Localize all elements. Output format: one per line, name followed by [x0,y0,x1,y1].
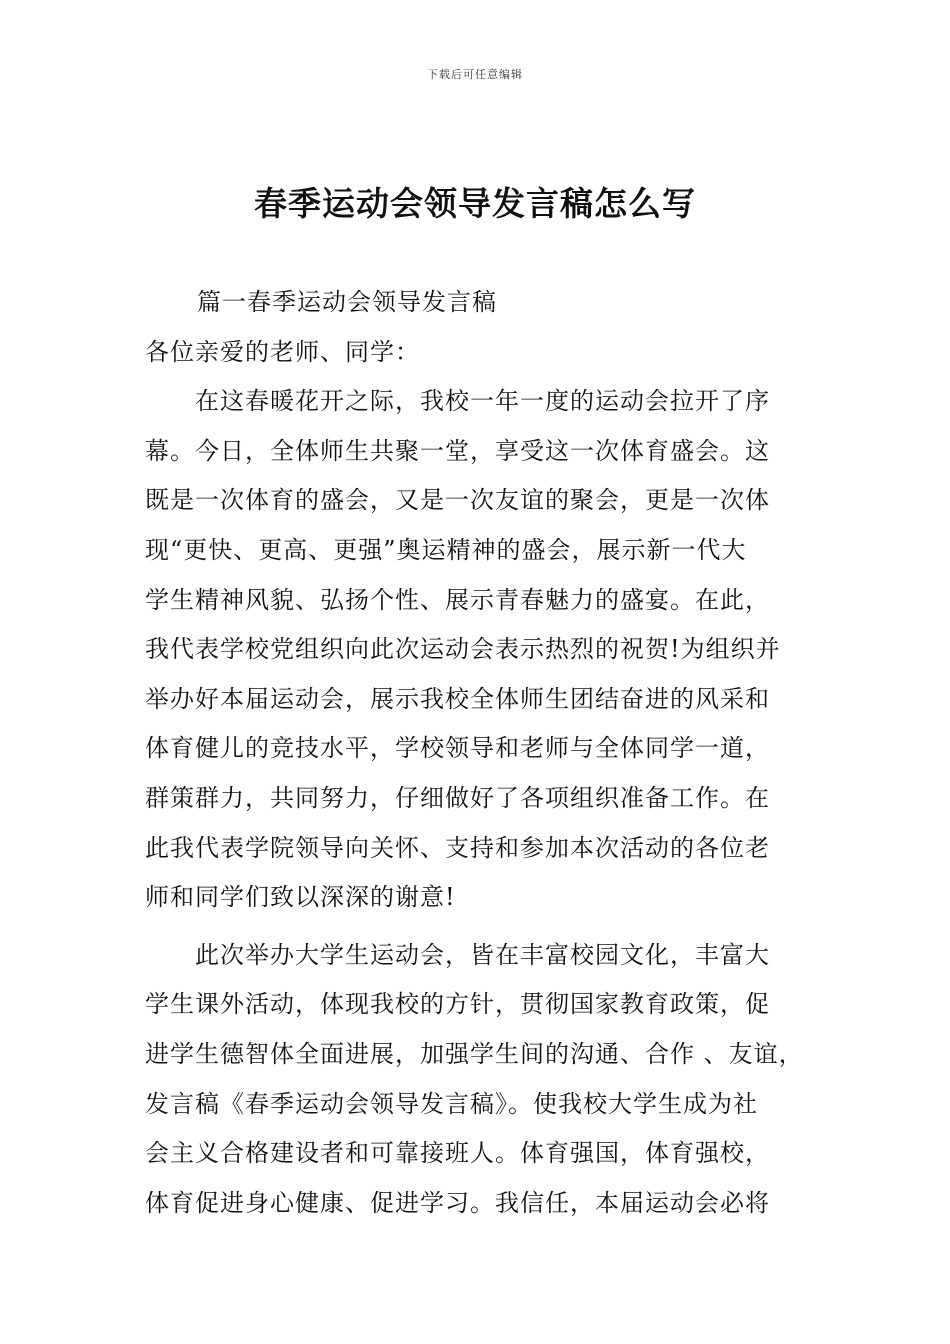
paragraph-line: 师和同学们致以深深的谢意! [145,883,456,912]
paragraph-line: 学生课外活动，体现我校的方针，贯彻国家教育政策，促 [145,990,770,1019]
paragraph-line: 举办好本届运动会，展示我校全体师生团结奋进的风采和 [145,684,770,713]
paragraph-line: 发言稿《春季运动会领导发言稿》。使我校大学生成为社 [145,1089,758,1118]
page-header-note: 下载后可任意编辑 [427,68,523,81]
paragraph-line: 会主义合格建设者和可靠接班人。体育强国，体育强校， [145,1139,770,1168]
document-body [145,278,817,1228]
paragraph-line: 学生精神风貌、弘扬个性、展示青春魅力的盛宴。在此， [145,585,770,614]
paragraph-line: 现“更快、更高、更强”奥运精神的盛会，展示新一代大 [145,535,747,564]
paragraph-line: 体育健儿的竞技水平，学校领导和老师与全体同学一道， [145,734,770,763]
paragraph-line: 既是一次体育的盛会，又是一次友谊的聚会，更是一次体 [145,486,770,515]
paragraph-line: 幕。今日，全体师生共聚一堂，享受这一次体育盛会。这 [145,436,770,465]
paragraph-line: 此次举办大学生运动会，皆在丰富校园文化，丰富大 [195,940,770,969]
document-title: 春季运动会领导发言稿怎么写 [254,184,696,223]
paragraph-line: 我代表学校党组织向此次运动会表示热烈的祝贺!为组织并 [145,635,781,664]
paragraph-line: 群策群力，共同努力，仔细做好了各项组织准备工作。在 [145,783,770,812]
paragraph-line: 进学生德智体全面进展，加强学生间的沟通、合作 、友谊， [145,1039,804,1068]
section-heading: 篇一春季运动会领导发言稿 [197,288,497,316]
paragraph-line: 体育促进身心健康、促进学习。我信任，本届运动会必将 [145,1188,770,1217]
paragraph-line: 此我代表学院领导向关怀、支持和参加本次活动的各位老 [145,833,770,862]
salutation: 各位亲爱的老师、同学： [145,337,420,366]
paragraph-line: 在这春暖花开之际，我校一年一度的运动会拉开了序 [195,387,770,416]
